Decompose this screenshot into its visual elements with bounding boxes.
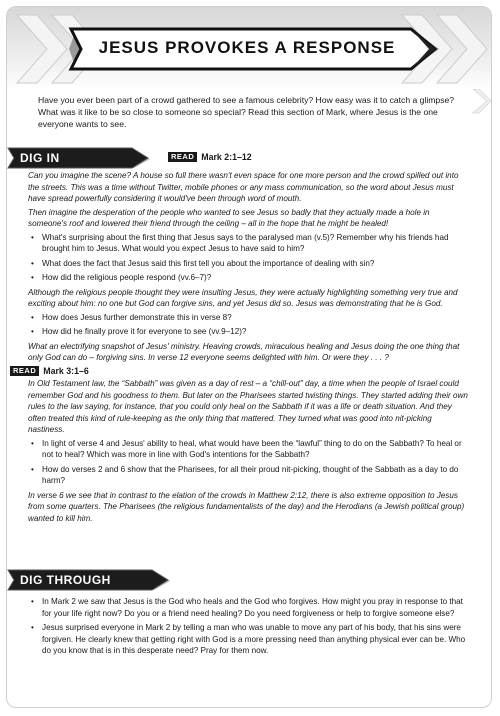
dig-in-label: DIG IN	[20, 151, 60, 165]
question-item: • How does Jesus further demonstrate this in verse 8?	[28, 312, 468, 324]
question-item: • How did the religious people respond (vv.6–7)?	[28, 272, 468, 284]
paragraph: Can you imagine the scene? A house so full there wasn't even space for one more person and the crowd spilled out into the streets. This was a time without Twitter, mobile phones or any mass communication, so the word about Jesus must have spread powerfully considering it would've been through word of mouth.	[28, 171, 459, 203]
question-item: • In light of verse 4 and Jesus' ability to heal, what would have been the “lawful” thing to do on the Sabbath? To heal or not to heal? Which was more in line with God's intentions for the Sabbath?	[28, 438, 468, 461]
read-badge: READ	[168, 152, 197, 162]
prayer-item: • Jesus surprised everyone in Mark 2 by telling a man who was unable to move any part of his body, that his sins were forgiven. He clearly knew that getting right with God is a more pressing need than anything physical ever can be. Who do you know that is in this desperate need? Pray for them now.	[28, 622, 468, 657]
dig-through-header	[4, 568, 204, 594]
page-title: JESUS PROVOKES A RESPONSE	[98, 38, 396, 57]
paragraph: Although the religious people thought they were insulting Jesus, they were actually highlighting something very true and exciting about him: no one but God can forgive sins, and yet Jesus did so. Jesus was demonstrating that he is God.	[28, 287, 458, 308]
intro-paragraph: Have you ever been part of a crowd gathered to see a famous celebrity? How easy was it to catch a glimpse? What was it like to be so close to someone so special? Read this section of Mark, where Jesus is the one everyone wants to see.	[38, 95, 455, 129]
question-item: • What's surprising about the first thing that Jesus says to the paralysed man (v.5)? Remember why his friends had brought him to Jesus. What would you expect Jesus to have said to him?	[28, 232, 468, 255]
question-item: • What does the fact that Jesus said this first tell you about the importance of dealing with sin?	[28, 258, 468, 270]
paragraph: Then imagine the desperation of the people who wanted to see Jesus so badly that they actually made a hole in someone's roof and lowered their friend through the ceiling – all in the hope that he might be healed!	[28, 207, 430, 228]
question-item: • How do verses 2 and 6 show that the Pharisees, for all their proud nit-picking, thought of the Sabbath as a day to do harm?	[28, 464, 468, 487]
question-item: • How did he finally prove it for everyone to see (vv.9–12)?	[28, 326, 468, 338]
paragraph: What an electrifying snapshot of Jesus' ministry. Heaving crowds, miraculous healing and Jesus doing the one thing that only God can do – forgiving sins. In verse 12 everyone seems delighted with him. Or were they . . . ?	[28, 341, 460, 362]
question-list	[28, 312, 468, 338]
scripture-reference: Mark 2:1–12	[201, 152, 252, 162]
prayer-item: • In Mark 2 we saw that Jesus is the God who heals and the God who forgives. How might you pray in response to that for your life right now? Do you or a friend need healing? Do you need forgiveness or help to forgive someone else?	[28, 596, 468, 619]
question-list	[28, 438, 468, 487]
paragraph: In Old Testament law, the “Sabbath” was given as a day of rest – a “chill-out” day, a time when the people of Israel could remember God and his goodness to them. But later on the Pharisees started twisting things. They started adding their own rules to the law saying, for instance, that you could only heal on the Sabbath if it was a life or death situation. And they often treated this kind of rule-keeping as the only thing that mattered. They turned what was good into nit-picking nastiness.	[28, 379, 468, 434]
question-list	[28, 232, 468, 284]
read-badge: READ	[10, 366, 39, 376]
dig-in-content	[13, 170, 468, 526]
paragraph: In verse 6 we see that in contrast to the elation of the crowds in Matthew 2:12, there is also extreme opposition to Jesus from some quarters. The Pharisees (the religious fundamentalists of the day) and the Herodians (a Jewish political group) wanted to kill him.	[28, 490, 465, 523]
read-reference-1	[168, 152, 252, 162]
side-chevron-pattern	[467, 89, 491, 708]
dig-through-content	[28, 596, 468, 660]
dig-through-label: DIG THROUGH	[20, 573, 111, 587]
read-reference-2	[10, 366, 468, 378]
prayer-list	[28, 596, 468, 657]
scripture-reference: Mark 3:1–6	[43, 365, 89, 376]
